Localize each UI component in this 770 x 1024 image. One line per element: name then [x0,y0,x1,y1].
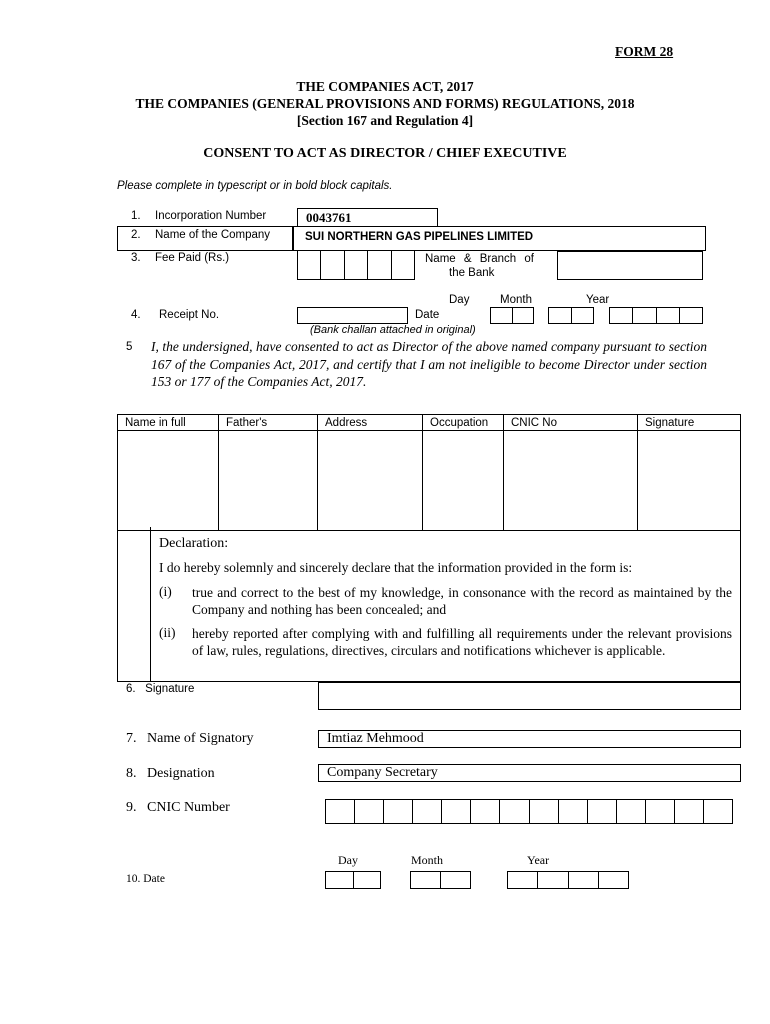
director-details-table [117,414,741,531]
regulations-title: THE COMPANIES (GENERAL PROVISIONS AND FORMS) REGULATIONS, 2018 [135,96,635,111]
receipt-year-label: Year [586,294,610,306]
incorporation-number-field[interactable] [297,208,438,227]
date-month-boxes[interactable] [410,871,471,889]
fee-paid-boxes[interactable] [297,250,415,280]
column-occupation: Occupation [423,415,504,431]
declaration-margin-line [150,527,151,682]
date-day-boxes[interactable] [325,871,381,889]
declaration-item-ii-number: (ii) [159,625,176,640]
receipt-date-label: Date [415,309,440,321]
bank-name-label-line-2: the Bank [449,267,495,279]
table-row[interactable] [118,431,741,531]
declaration-intro: I do hereby solemnly and sincerely declare that the information provided in the form is: [159,560,633,575]
signature-field[interactable] [318,682,741,710]
declaration-item-ii: hereby reported after complying with and fulfilling all requirements under the relevant provisions of law, rules, regulations, directives, circulars and notifications whichever is applicable. [192,626,732,658]
receipt-number-label: Receipt No. [159,309,220,321]
instructions: Please complete in typescript or in bold block capitals. [117,180,393,192]
designation-field[interactable] [318,764,741,782]
address-cell[interactable] [318,431,423,531]
cnic-number-label: 9. CNIC Number [126,800,230,815]
date-year-boxes[interactable] [507,871,629,889]
column-name: Name in full [118,415,219,431]
act-title: THE COMPANIES ACT, 2017 [296,79,474,94]
bank-name-field[interactable] [557,251,703,280]
declaration-item-i: true and correct to the best of my knowledge, in consonance with the record as maintained by the Company and nothing has been concealed; and [192,585,732,617]
name-cell[interactable] [118,431,219,531]
signatory-name-field[interactable] [318,730,741,748]
bank-name-label [425,252,551,280]
date-day-label: Day [338,853,358,867]
signature-cell[interactable] [638,431,741,531]
fee-paid-label: Fee Paid (Rs.) [155,252,230,264]
challan-note: (Bank challan attached in original) [310,324,476,336]
designation-value: Company Secretary [327,765,438,780]
field-1-number: 1. [131,210,141,222]
column-father: Father's [219,415,318,431]
field-3-number: 3. [131,252,141,264]
field-2-number: 2. [131,229,141,241]
consent-statement: I, the undersigned, have consented to act as Director of the above named company pursuant to section 167 of the Companies Act, 2017, and certify that I am not ineligible to become Director under section 153 or 177 of the Companies Act, 2017. [151,339,707,389]
form-title: CONSENT TO ACT AS DIRECTOR / CHIEF EXECUTIVE [203,146,567,161]
date-month-label: Month [411,853,444,867]
cnic-cell[interactable] [504,431,638,531]
signature-label: 6. Signature [126,683,195,695]
form-number: FORM 28 [615,44,674,59]
column-address: Address [318,415,423,431]
company-name-label: Name of the Company [155,229,271,241]
occupation-cell[interactable] [423,431,504,531]
field-5-number: 5 [126,341,133,353]
section-reference: [Section 167 and Regulation 4] [296,113,474,128]
incorporation-number-label: Incorporation Number [155,210,267,222]
receipt-day-boxes[interactable] [490,307,534,324]
designation-label: 8. Designation [126,766,215,781]
date-label: 10. Date [126,873,165,885]
signatory-name-value: Imtiaz Mehmood [327,731,424,746]
table-header-row [118,415,741,431]
cnic-number-boxes[interactable] [325,799,733,824]
declaration-heading: Declaration: [159,536,229,551]
column-signature: Signature [638,415,741,431]
company-name-divider [292,226,294,251]
receipt-month-label: Month [500,294,532,306]
receipt-day-label: Day [449,294,470,306]
date-year-label: Year [527,853,550,867]
signatory-name-label: 7. Name of Signatory [126,731,254,746]
receipt-number-field[interactable] [297,307,408,324]
field-4-number: 4. [131,309,141,321]
company-name-value[interactable]: SUI NORTHERN GAS PIPELINES LIMITED [305,231,534,243]
incorporation-number-value: 0043761 [306,210,352,225]
declaration-item-i-number: (i) [159,584,172,599]
bank-name-label-line-1: Name & Branch of [425,253,534,265]
receipt-year-boxes[interactable] [609,307,703,324]
receipt-month-boxes[interactable] [548,307,594,324]
father-cell[interactable] [219,431,318,531]
column-cnic: CNIC No [504,415,638,431]
